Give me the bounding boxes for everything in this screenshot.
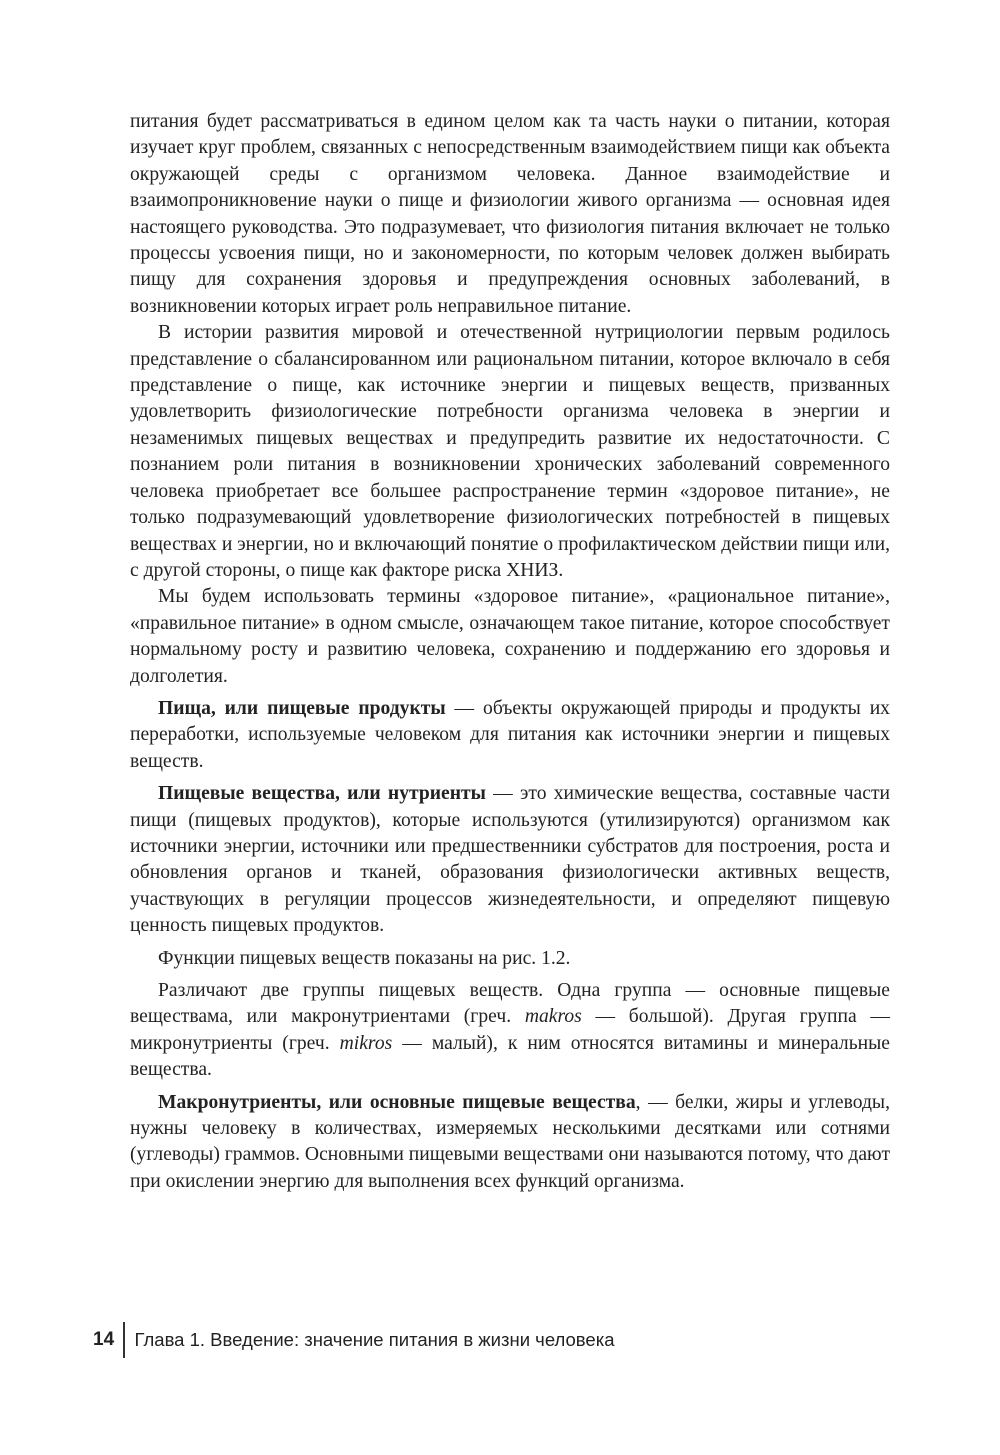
footer-divider [123, 1322, 125, 1358]
page-footer [93, 1322, 614, 1358]
paragraph-text: — большой). Другая группа — микронутриенты (греч. [130, 1006, 890, 1054]
page-number: 14 [93, 1329, 115, 1350]
running-title: Глава 1. Введение: значение питания в жизни человека [134, 1329, 615, 1350]
paragraph-text: В истории развития мировой и отечественной нутрициологии первым родилось представление о сбалансированном или рациональном питании, которое включало в себя представление о пище, как источнике энергии и пищевых веществ, призванных удовлетворить физиологические потребности организма человека в энергии и незаменимых пищевых веществах и предупредить развитие их недостаточности. С познанием роли питания в возникновении хронических заболеваний современного человека приобретает все большее распространение термин «здоровое питание», не только подразумевающий удовлетворение физиологических потребностей в пищевых веществах и энергии, но и включающий понятие о профилактическом действии пищи или, с другой стороны, о пище как факторе риска ХНИЗ. [130, 322, 890, 581]
paragraph-text: — объекты окружающей природы и продукты их переработки, используемые человеком для питания как источники энергии и пищевых веществ. [130, 697, 890, 772]
paragraph-definition-food [130, 696, 890, 775]
paragraph-definition-nutrients [130, 781, 890, 939]
paragraph-text: питания будет рассматриваться в едином целом как та часть науки о питании, которая изучает круг проблем, связанных с непосредственным взаимодействием пищи как объекта окружающей среды с организмом человека. Данное взаимодействие и взаимопроникновение науки о пище и физиологии живого организма — основная идея настоящего руководства. Это подразумевает, что физиология питания включает не только процессы усвоения пищи, но и закономерности, по которым человек должен выбирать пищу для сохранения здоровья и предупреждения основных заболеваний, в возникновении которых играет роль неправильное питание. [130, 111, 890, 317]
paragraph-text: — это химические вещества, составные части пищи (пищевых продуктов), которые используются (утилизируются) организмом как источники энергии, источники или предшественники субстратов для построения, роста и обновления органов и тканей, образования физиологически активных веществ, участвующих в регуляции процессов жизнедеятельности, и определяют пищевую ценность пищевых продуктов. [130, 783, 890, 937]
term-macronutrients: Макронутриенты, или основные пищевые вещества [158, 1091, 636, 1113]
paragraph-terms [130, 584, 890, 690]
paragraph-text: — малый), к ним относятся витамины и минеральные вещества. [130, 1032, 890, 1081]
term-food: Пища, или пищевые продукты [158, 697, 446, 719]
term-makros: makros [524, 1006, 582, 1028]
paragraph-text: Мы будем использовать термины «здоровое питание», «рациональное питание», «правильное питание» в одном смысле, означающем такое питание, которое способствует нормальному росту и развитию человека, сохранению и поддержанию его здоровья и долголетия. [130, 586, 890, 687]
paragraph-text: Функции пищевых веществ показаны на рис. 1.2. [158, 947, 571, 969]
term-nutrients: Пищевые вещества, или нутриенты [158, 783, 486, 805]
paragraph-text: , — белки, жиры и углеводы, нужны человеку в количествах, измеряемых несколькими десятками или сотнями (углеводы) граммов. Основными пищевыми веществами они называются потому, что дают при окислении энергию для выполнения всех функций организма. [130, 1091, 891, 1192]
paragraph-figure-reference [130, 946, 890, 972]
body-text [130, 109, 890, 1195]
term-mikros: mikros [339, 1032, 393, 1054]
paragraph-groups [130, 978, 890, 1084]
paragraph-continuation [130, 109, 890, 320]
paragraph-definition-macronutrients [130, 1090, 890, 1196]
paragraph-text: Различают две группы пищевых веществ. Одна группа — основные пищевые веществама, или макронутриентами (греч. [130, 980, 890, 1028]
paragraph-history [130, 320, 890, 584]
